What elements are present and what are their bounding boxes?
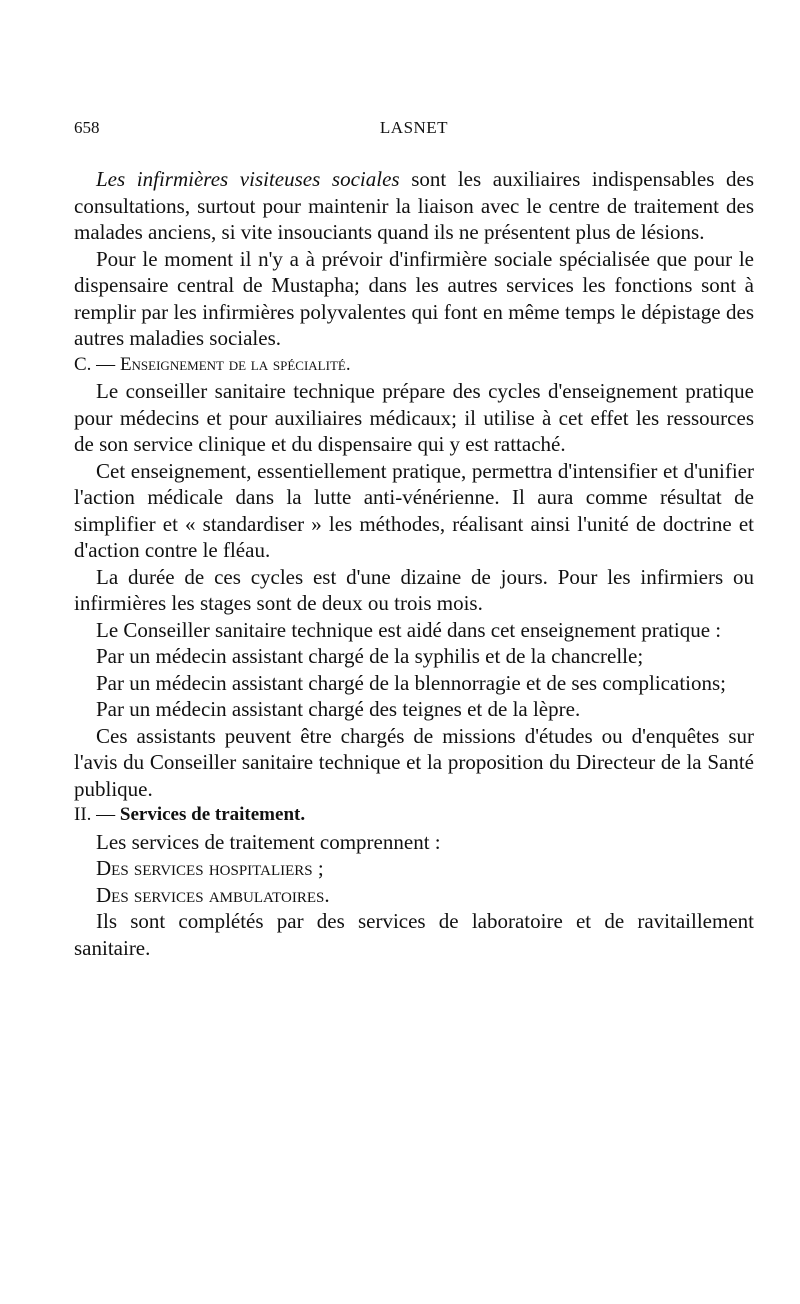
section-heading-prefix: C. — bbox=[74, 353, 120, 375]
section-heading-prefix: II. — bbox=[74, 804, 120, 825]
page-number: 658 bbox=[74, 118, 100, 137]
paragraph-blennorragie: Par un médecin assistant chargé de la blennorragie et de ses complications; bbox=[96, 670, 726, 695]
section-heading-title: Enseignement de la spécialité. bbox=[119, 353, 351, 375]
paragraph-teignes: Par un médecin assistant chargé des teignes et de la lèpre. bbox=[96, 697, 581, 721]
paragraph-text: sont les auxiliaires indispensables des consultations, surtout pour maintenir la liaison avec le centre de traitement des malades anciens, si vite insouciants quand ils ne présentent plus de lésions. bbox=[74, 167, 754, 244]
section-heading-title: Services de traitement. bbox=[119, 804, 306, 825]
paragraph-services: Les services de traitement comprennent : bbox=[96, 829, 441, 854]
section-heading-c bbox=[74, 352, 754, 379]
italic-lead: Les infirmières visiteuses sociales bbox=[96, 167, 400, 191]
paragraph-enseignement: Cet enseignement, essentiellement pratique, permettra d'intensifier et d'unifier l'action médicale dans la lutte anti-vénérienne. Il aura comme résultat de simplifier et « standardiser » les méthodes, réalisant ainsi l'unité de doctrine et d'action contre le fléau. bbox=[74, 458, 754, 562]
paragraph-completes: Ils sont complétés par des services de laboratoire et de ravitaillement sanitaire. bbox=[74, 909, 754, 960]
list-item: Des services ambulatoires. bbox=[96, 882, 330, 907]
paragraph-syphilis: Par un médecin assistant chargé de la syphilis et de la chancrelle; bbox=[96, 644, 644, 668]
paragraph-aide: Le Conseiller sanitaire technique est aidé dans cet enseignement pratique : bbox=[96, 617, 722, 642]
paragraph-infirmieres bbox=[74, 166, 754, 246]
page-body bbox=[74, 166, 754, 961]
running-head: LASNET bbox=[379, 118, 449, 137]
paragraph-duree: La durée de ces cycles est d'une dizaine de jours. Pour les infirmiers ou infirmières les stages sont de deux ou trois mois. bbox=[74, 564, 754, 615]
page-header bbox=[74, 118, 754, 144]
list-item: Des services hospitaliers ; bbox=[96, 856, 324, 880]
paragraph-pour-le-moment: Pour le moment il n'y a à prévoir d'infirmière sociale spécialisée que pour le dispensaire central de Mustapha; dans les autres services les fonctions sont à remplir par les infirmières polyvalentes qui font en même temps le dépistage des autres maladies sociales. bbox=[74, 246, 754, 350]
paragraph-assistants: Ces assistants peuvent être chargés de missions d'études ou d'enquêtes sur l'avis du Conseiller sanitaire technique et la proposition du Directeur de la Santé publique. bbox=[74, 723, 754, 801]
paragraph-conseiller: Le conseiller sanitaire technique prépare des cycles d'enseignement pratique pour médecins et pour auxiliaires médicaux; il utilise à cet effet les ressources de son service clinique et du dispensaire qui y est rattaché. bbox=[74, 379, 754, 456]
section-heading-ii bbox=[74, 802, 754, 829]
